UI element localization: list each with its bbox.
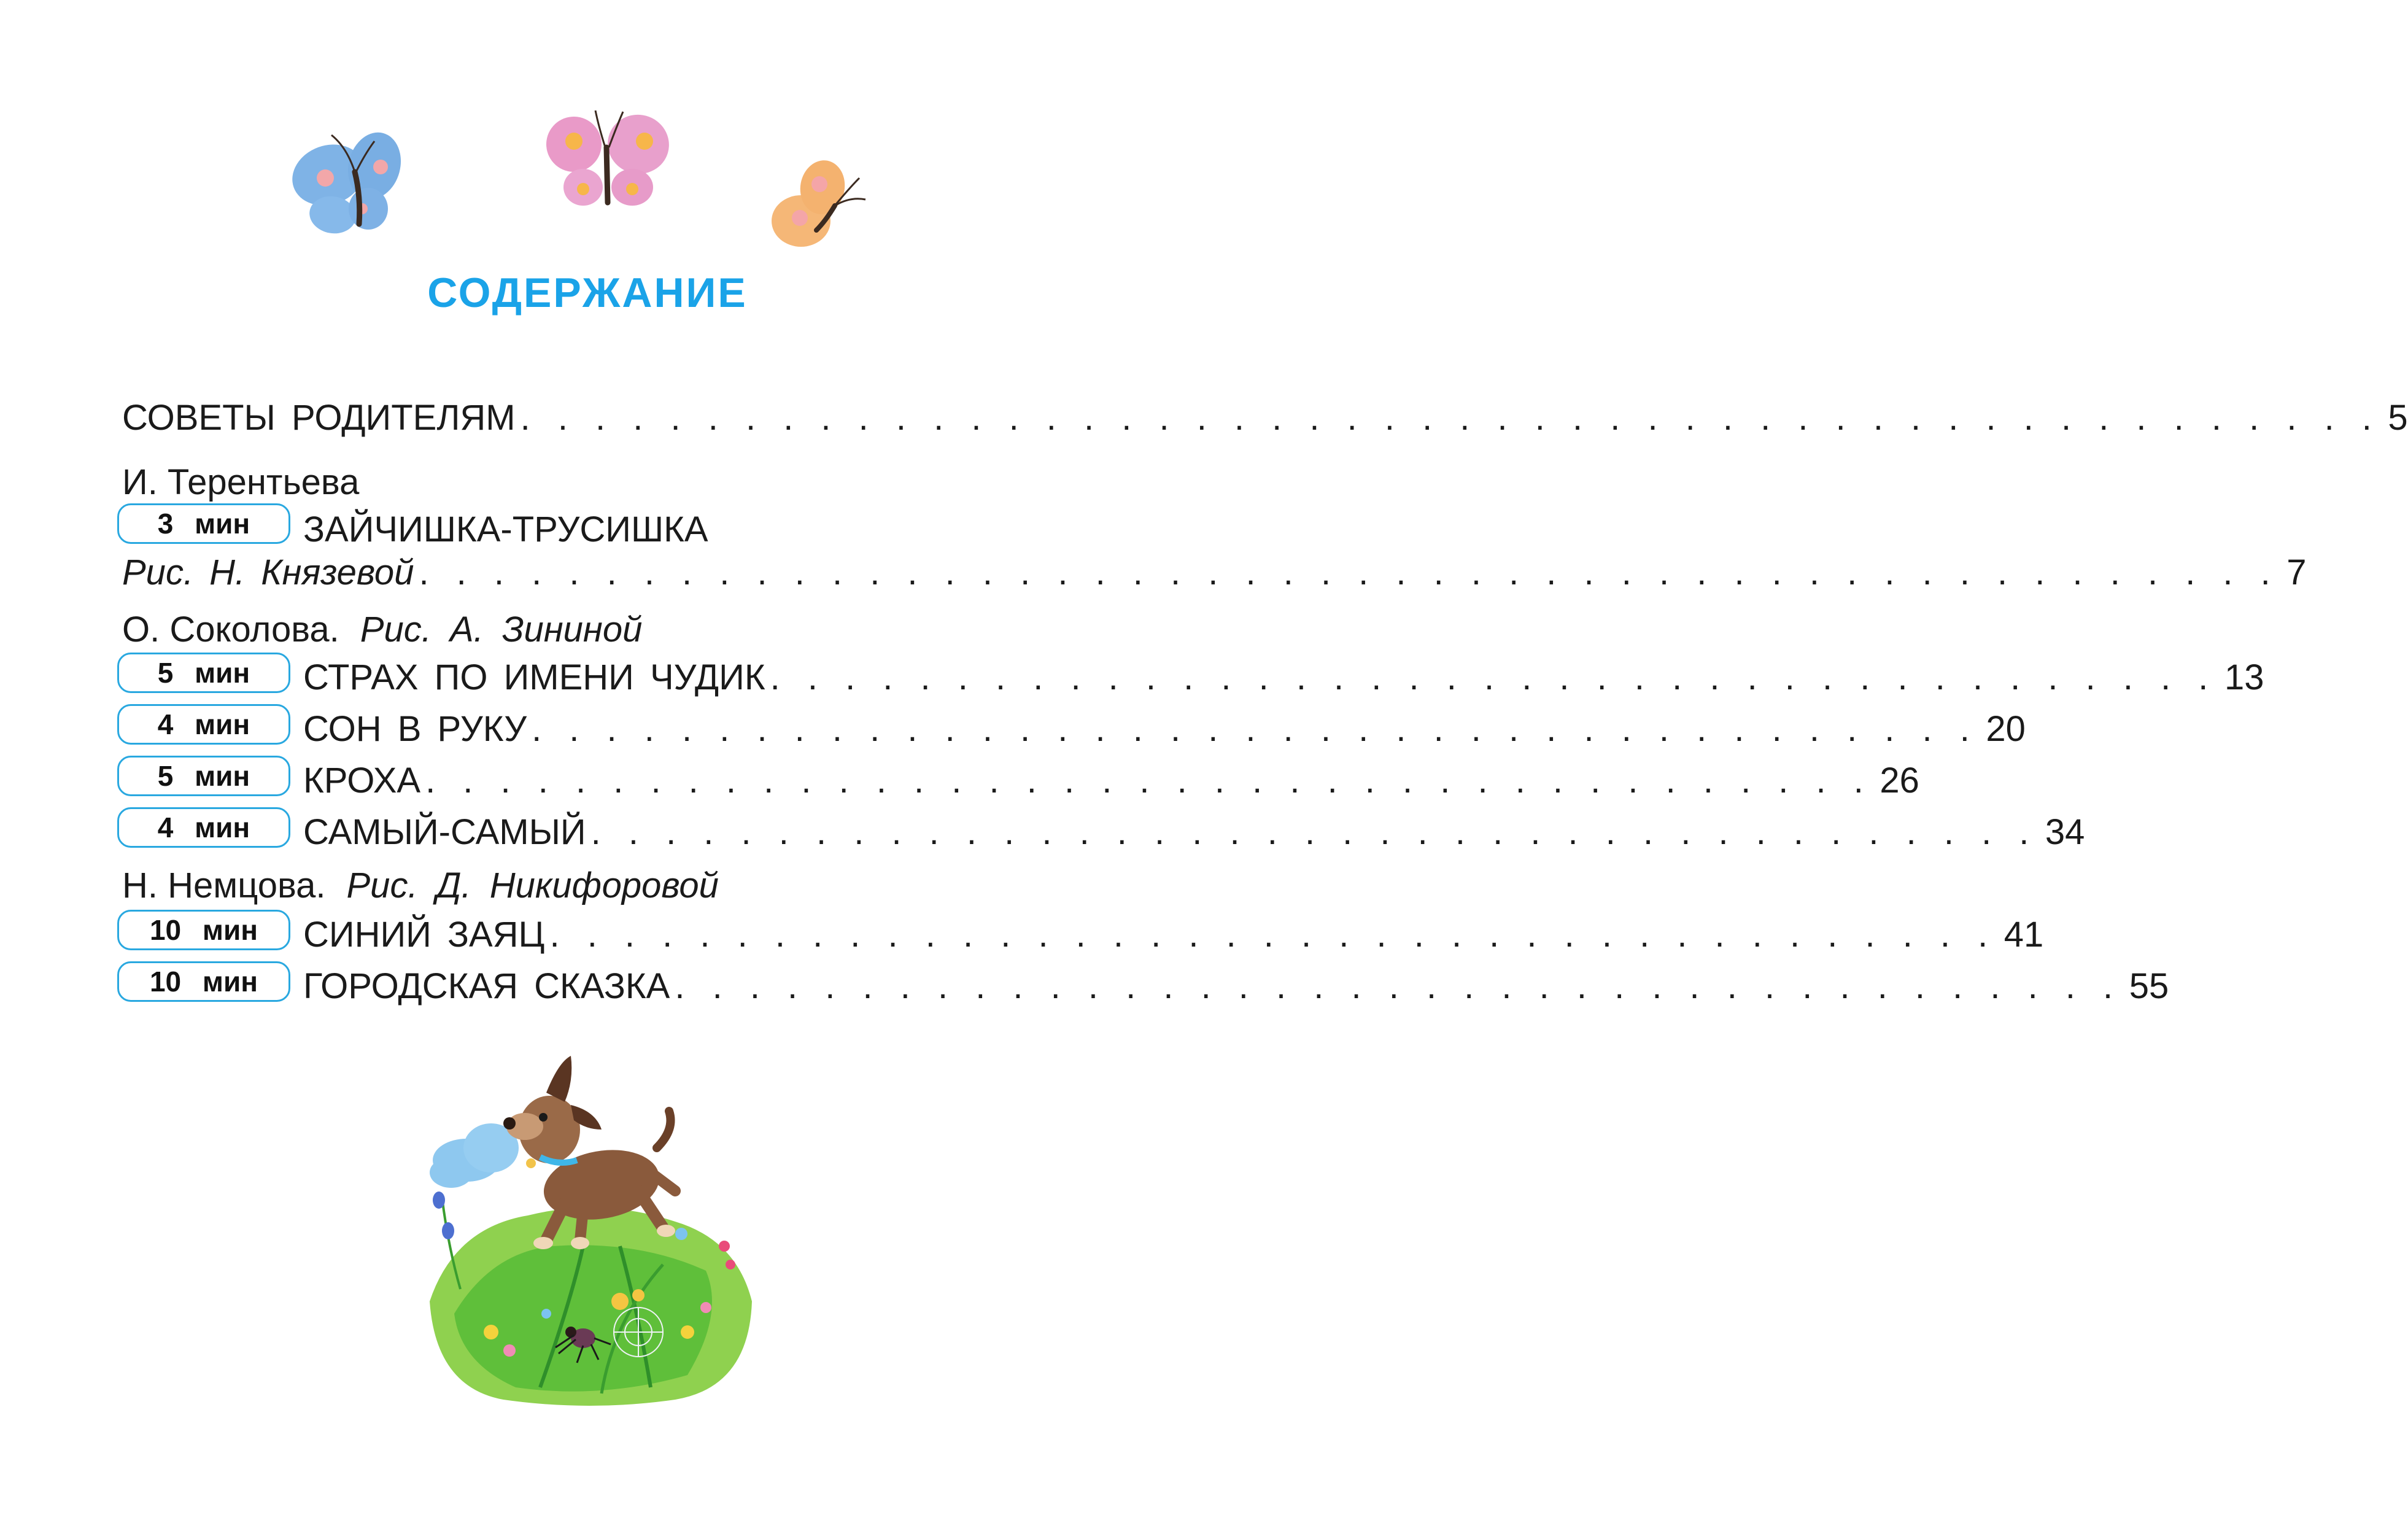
author-line (122, 868, 719, 904)
toc-entry-title: СТРАХ ПО ИМЕНИ ЧУДИК (303, 657, 765, 697)
dot-leader: . . . . . . . . . . . . . . . . . . . . . . . . . . . . . . . . . . . . . . . (590, 812, 2038, 852)
reading-time-badge: 5 мин (117, 756, 290, 796)
toc-entry[interactable] (303, 704, 2026, 749)
toc-page-number: 55 (2129, 966, 2169, 1006)
toc-entry[interactable] (303, 653, 2264, 697)
page-title: СОДЕРЖАНИЕ (427, 269, 748, 316)
dot-leader: . . . . . . . . . . . . . . . . . . . . . . . . . . . . . . . . . . . . . . . (532, 709, 1979, 749)
reading-time-badge: 3 мин (117, 503, 290, 544)
toc-entry[interactable] (303, 910, 2044, 955)
toc-entry-title: САМЫЙ-САМЫЙ (303, 812, 586, 852)
dot-leader: . . . . . . . . . . . . . . . . . . . . . . . . . . . . . . . . . . . . . . . (425, 761, 1873, 800)
toc-entry-title-line[interactable] (303, 505, 1028, 548)
cloud-icon (430, 1123, 519, 1188)
puppy-meadow-illustration (417, 1044, 761, 1412)
toc-entry-title: СИНИЙ ЗАЯЦ (303, 915, 545, 955)
author-name: Н. Немцова. (122, 866, 326, 905)
toc-entry-title: КРОХА (303, 761, 421, 800)
author-name: О. Соколова. (122, 610, 339, 649)
toc-entry-title: ЗАЙЧИШКА-ТРУСИШКА (303, 510, 708, 549)
toc-page-number: 5 (2388, 398, 2408, 438)
orange-butterfly-illustration (758, 153, 881, 258)
reading-time-badge: 5 мин (117, 653, 290, 693)
toc-page-number: 20 (1986, 709, 2026, 749)
toc-page-number: 41 (2003, 915, 2044, 955)
illustrator-credit: Рис. Д. Никифоровой (346, 866, 719, 905)
dot-leader: . . . . . . . . . . . . . . . . . . . . . . . . . . . . . . . . . . . . . . . (675, 966, 2122, 1006)
author-line (122, 462, 360, 502)
reading-time-badge: 10 мин (117, 910, 290, 950)
dot-leader: . . . . . . . . . . . . . . . . . . . . . . . . . . . . . . . . . . . . . . . . . . . . . . . . . . (520, 398, 2381, 438)
toc-entry-intro[interactable] (122, 393, 2408, 438)
illustrator-credit: Рис. Н. Князевой (122, 552, 414, 592)
toc-page-number: 34 (2045, 812, 2085, 852)
toc-entry-illustrator[interactable] (122, 548, 2307, 592)
illustrator-credit: Рис. А. Зининой (360, 610, 643, 649)
dot-leader: . . . . . . . . . . . . . . . . . . . . . . . . . . . . . . . . . . . . . . . (549, 915, 1997, 955)
toc-page-number: 26 (1880, 761, 1919, 800)
reading-time-badge: 4 мин (117, 704, 290, 745)
dot-leader: . . . . . . . . . . . . . . . . . . . . . . . . . . . . . . . . . . . . . . . . . . . . . . . . . . (419, 552, 2280, 592)
reading-time-badge: 10 мин (117, 961, 290, 1002)
toc-page-number: 13 (2224, 657, 2264, 697)
toc-entry-title: СОН В РУКУ (303, 709, 527, 749)
blue-butterfly-illustration (282, 123, 430, 246)
toc-page-number: 7 (2286, 552, 2307, 592)
toc-entry[interactable] (303, 756, 1919, 800)
toc-entry[interactable] (303, 807, 2085, 852)
reading-time-badge: 4 мин (117, 807, 290, 848)
toc-entry-title: ГОРОДСКАЯ СКАЗКА (303, 966, 670, 1006)
dot-leader: . . . . . . . . . . . . . . . . . . . . . . . . . . . . . . . . . . . . . . . (770, 657, 2217, 697)
author-line (122, 612, 642, 648)
toc-entry-title: СОВЕТЫ РОДИТЕЛЯМ (122, 398, 516, 438)
pink-butterfly-illustration (540, 104, 675, 227)
toc-entry[interactable] (303, 961, 2169, 1006)
author-name: И. Терентьева (122, 462, 360, 502)
